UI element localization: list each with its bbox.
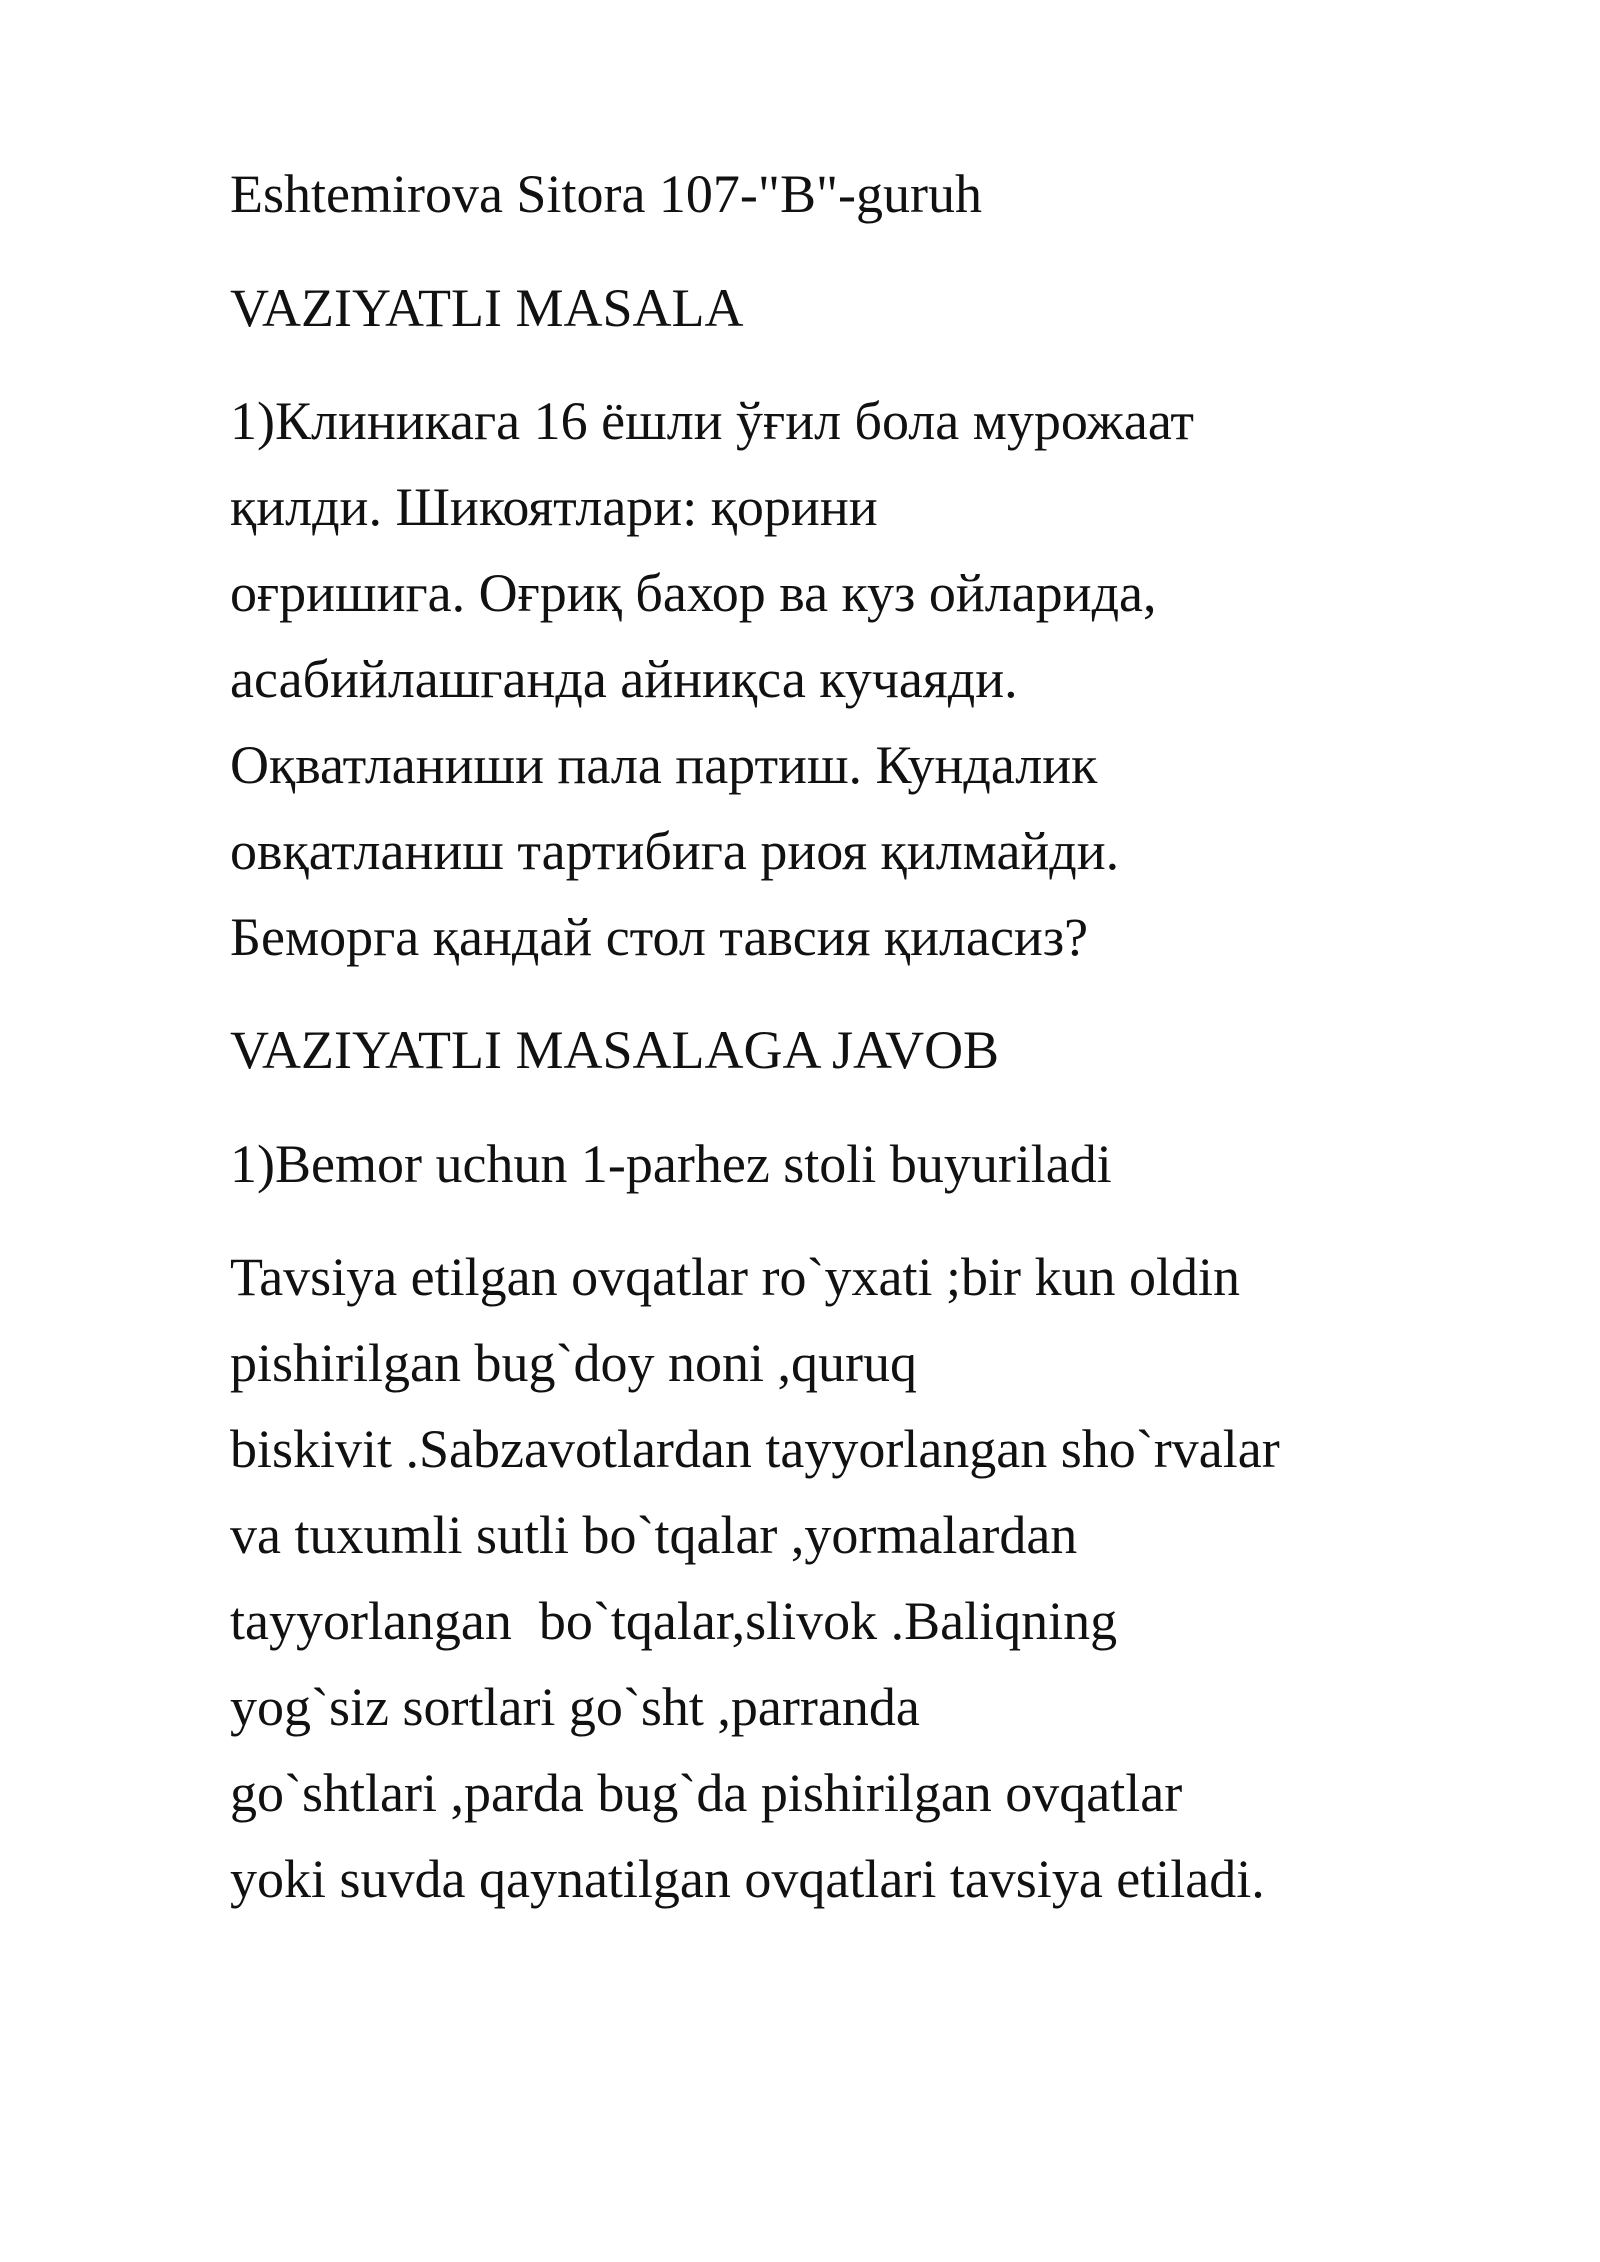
- recommendation-line: Tavsiya etilgan ovqatlar ro`yxati ;bir kun oldin: [230, 1247, 1240, 1307]
- task-heading: [230, 264, 1530, 352]
- recommendation-line: yoki suvda qaynatilgan ovqatlari tavsiya etiladi.: [230, 1849, 1265, 1909]
- task-line: 1)Клиникага 16 ёшли ўғил бола мурожаат: [230, 391, 1194, 451]
- task-paragraph: [230, 378, 1530, 980]
- recommendation-line: biskivit .Sabzavotlardan tayyorlangan sho`rvalar: [230, 1419, 1280, 1479]
- answer-heading-text: VAZIYATLI MASALAGA JAVOB: [230, 1020, 1000, 1080]
- document-body: [230, 150, 1530, 1948]
- task-line: оғришига. Оғриқ бахор ва куз ойларида,: [230, 563, 1157, 623]
- answer-text: 1)Bemor uchun 1-parhez stoli buyuriladi: [230, 1134, 1112, 1194]
- task-line: қилди. Шикоятлари: қорини: [230, 477, 878, 537]
- recommendation-line: go`shtlari ,parda bug`da pishirilgan ovqatlar: [230, 1763, 1183, 1823]
- task-line: асабийлашганда айниқса кучаяди.: [230, 649, 1018, 709]
- task-line: Беморга қандай стол тавсия қиласиз?: [230, 907, 1089, 967]
- author-line: [230, 150, 1530, 238]
- recommendation-line: yog`siz sortlari go`sht ,parranda: [230, 1677, 920, 1737]
- recommendation-line: pishirilgan bug`doy noni ,quruq: [230, 1333, 917, 1393]
- task-heading-text: VAZIYATLI MASALA: [230, 278, 744, 338]
- author-text: Eshtemirova Sitora 107-"B"-guruh: [230, 164, 982, 224]
- answer-heading: [230, 1006, 1530, 1094]
- answer-line: [230, 1120, 1530, 1208]
- task-line: овқатланиш тартибига риоя қилмайди.: [230, 821, 1120, 881]
- task-line: Оқватланиши пала партиш. Кундалик: [230, 735, 1098, 795]
- recommendation-paragraph: [230, 1234, 1530, 1922]
- recommendation-line: va tuxumli sutli bo`tqalar ,yormalardan: [230, 1505, 1078, 1565]
- recommendation-line: tayyorlangan bo`tqalar,slivok .Baliqning: [230, 1591, 1118, 1651]
